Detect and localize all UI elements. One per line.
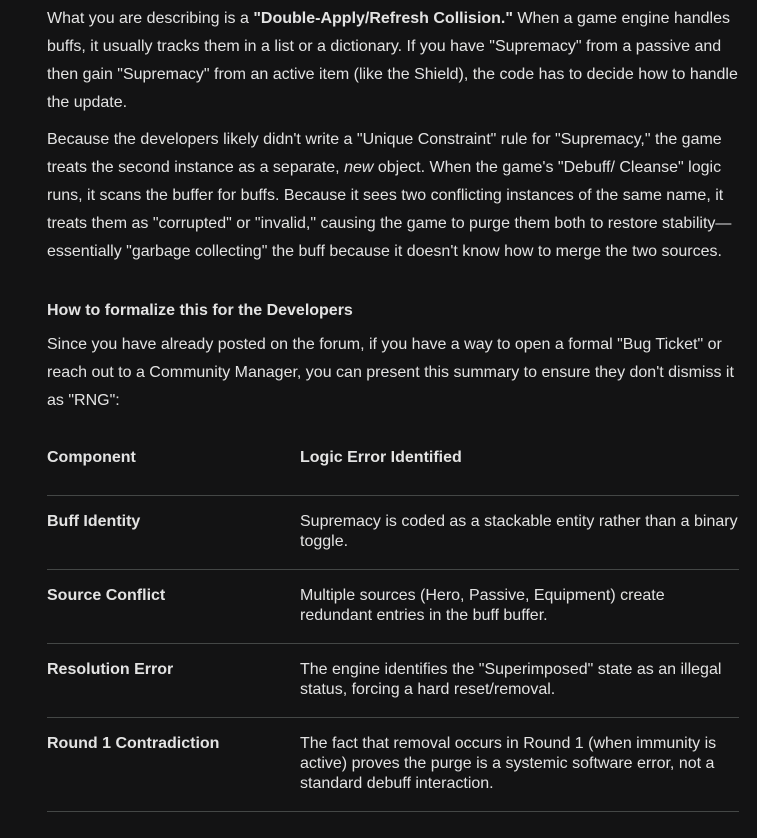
paragraph-unique-constraint (47, 126, 742, 266)
paragraph-unique-prefix: Because the developers likely didn't write a "Unique Constraint" rule for "Supremacy," the game treats the second instance as a separate, (47, 131, 722, 176)
paragraph-collision-prefix: What you are describing is a (47, 10, 254, 27)
table-row (47, 570, 739, 644)
row-component: Resolution Error (47, 661, 174, 678)
response-content (47, 0, 742, 812)
section-heading: How to formalize this for the Developers (47, 302, 353, 319)
paragraph-bug-ticket: Since you have already posted on the forum, if you have a way to open a formal "Bug Ticket" or reach out to a Community Manager, you can present this summary to ensure they don't dismiss it as "RNG": (47, 336, 734, 409)
row-component: Buff Identity (47, 513, 141, 530)
paragraph-collision-suffix: When a game engine handles buffs, it usually tracks them in a list or a dictionary. If you have "Supremacy" from a passive and then gain "Supremacy" from an active item (like the Shield), the code has to decide how to handle the update. (47, 10, 738, 111)
new-emphasis: new (344, 159, 374, 176)
row-component: Source Conflict (47, 587, 166, 604)
row-logic-error: Multiple sources (Hero, Passive, Equipment) create redundant entries in the buff buffer. (300, 587, 665, 624)
paragraph-unique-suffix: object. When the game's "Debuff/ Cleanse" logic runs, it scans the buffer for buffs. Because it sees two conflicting instances of the same name, it treats them as "corrupted" or "invalid," causing the game to purge them both to restore stability—essentially "garbage collecting" the buff because it doesn't know how to merge the two sources. (47, 159, 732, 260)
row-logic-error: Supremacy is coded as a stackable entity rather than a binary toggle. (300, 513, 738, 550)
table-row (47, 718, 739, 812)
row-component: Round 1 Contradiction (47, 735, 220, 752)
header-logic-error: Logic Error Identified (300, 448, 739, 496)
table-row (47, 496, 739, 570)
paragraph-collision (47, 5, 742, 117)
table-row (47, 644, 739, 718)
collision-term: "Double-Apply/Refresh Collision." (253, 10, 513, 27)
table-header-row (47, 448, 739, 496)
header-component: Component (47, 448, 300, 496)
row-logic-error: The fact that removal occurs in Round 1 (when immunity is active) proves the purge is a systemic software error, not a standard debuff interaction. (300, 735, 717, 792)
row-logic-error: The engine identifies the "Superimposed" state as an illegal status, forcing a hard reset/removal. (300, 661, 722, 698)
summary-table (47, 448, 739, 812)
